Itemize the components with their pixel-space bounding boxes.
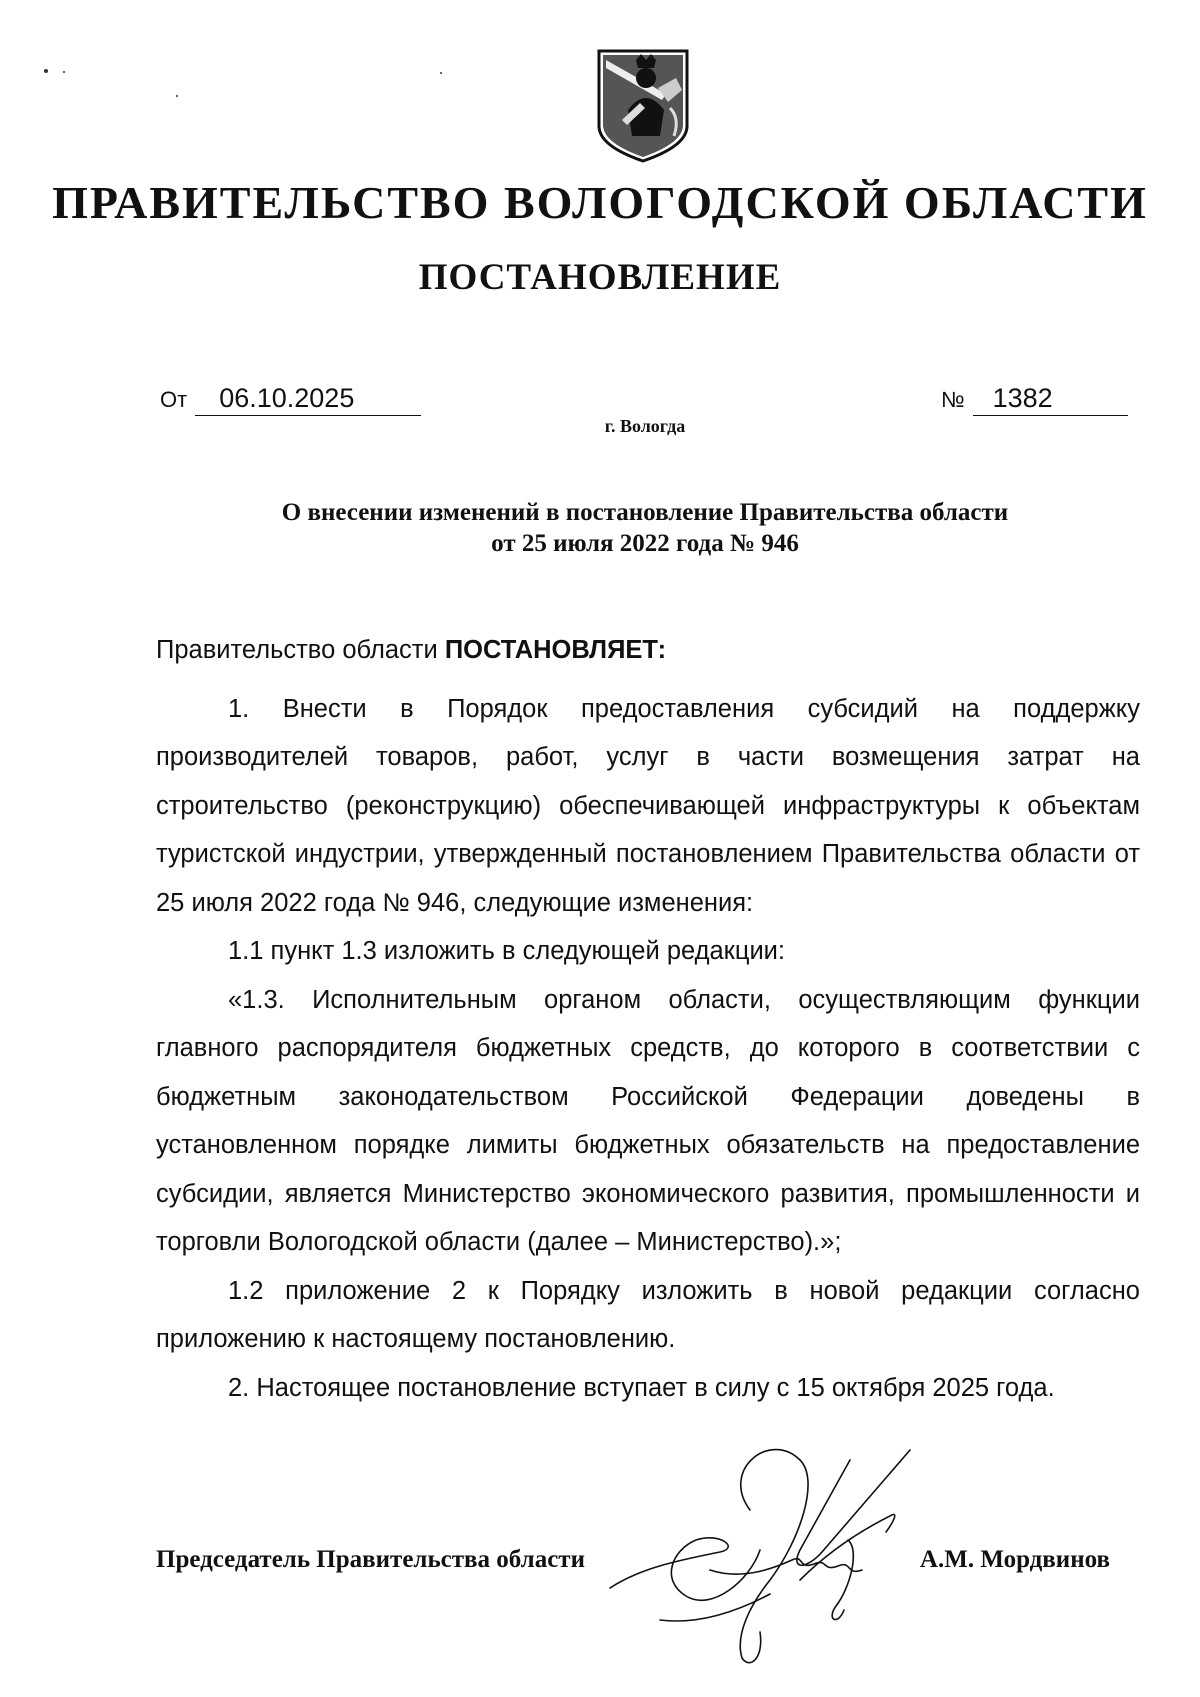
preamble-intro: Правительство области [156, 636, 438, 664]
document-body [156, 626, 1140, 1412]
paragraph-1: 1. Внести в Порядок предоставления субсидий на поддержку производителей товаров, работ, услуг в части возмещения затрат на строительство (реконструкцию) обеспечивающей инфраструктуры к объектам туристской индустрии, утвержденный постановлением Правительства области от 25 июля 2022 года № 946, следующие изменения: [156, 694, 1140, 917]
document-date [160, 383, 421, 416]
document-type: ПОСТАНОВЛЕНИЕ [418, 257, 782, 298]
preamble [156, 626, 1140, 675]
signatory-position: Председатель Правительства области [156, 1546, 585, 1573]
scan-speck [440, 72, 442, 74]
document-number [941, 383, 1128, 416]
resolves-keyword: ПОСТАНОВЛЯЕТ: [444, 636, 667, 664]
scan-speck [176, 95, 178, 97]
paragraph-1-2: 1.2 приложение 2 к Порядку изложить в новой редакции согласно приложению к настоящему постановлению. [156, 1276, 1140, 1353]
number-label: № [941, 387, 965, 412]
city: г. Вологда [604, 416, 686, 436]
subject-line: О внесении изменений в постановление Правительства области [281, 499, 1009, 526]
subject-line: от 25 июля 2022 года № 946 [491, 530, 799, 557]
signatory-name: А.М. Мордвинов [919, 1546, 1110, 1573]
paragraph-2: 2. Настоящее постановление вступает в силу с 15 октября 2025 года. [228, 1373, 1055, 1402]
document-subject [0, 497, 1200, 559]
paragraph-1-1: 1.1 пункт 1.3 изложить в следующей редакции: [228, 937, 786, 965]
paragraph-1-1-text: «1.3. Исполнительным органом области, осуществляющим функции главного распорядителя бюджетных средств, до которого в соответствии с бюджетным законодательством Российской Федерации доведены в установленном порядке лимиты бюджетных обязательств на предоставление субсидии, является Министерство экономического развития, промышленности и торговли Вологодской области (далее – Министерство).»; [156, 985, 1140, 1256]
date-label: От [160, 387, 188, 412]
number-value: 1382 [973, 383, 1128, 416]
handwritten-signature-icon [600, 1420, 930, 1670]
date-value: 06.10.2025 [195, 383, 421, 416]
vologda-coat-of-arms-icon [596, 48, 690, 164]
scan-speck [63, 71, 65, 73]
scan-speck [44, 69, 48, 73]
government-title: ПРАВИТЕЛЬСТВО ВОЛОГОДСКОЙ ОБЛАСТИ [52, 177, 1148, 228]
